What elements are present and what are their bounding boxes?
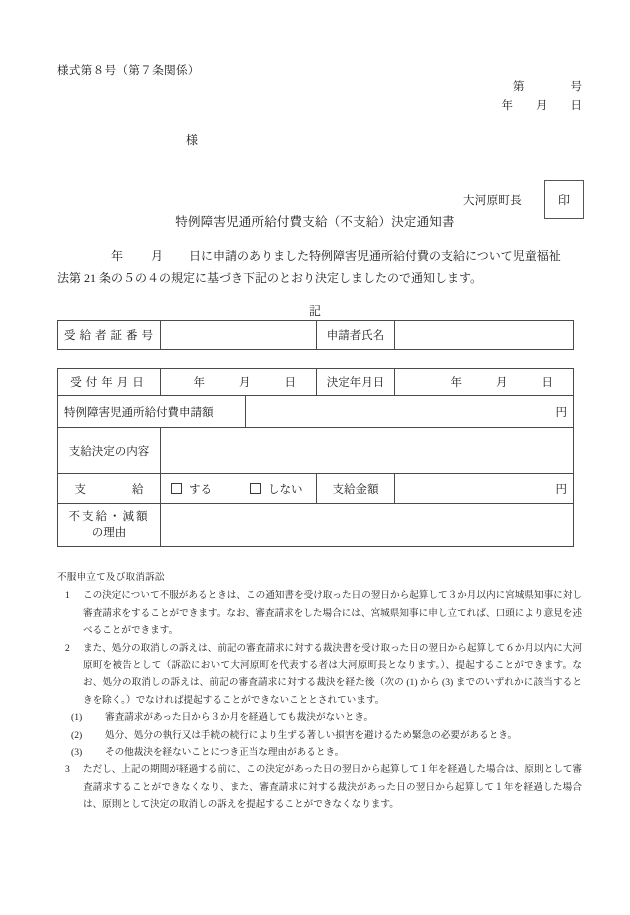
decision-month: 月 xyxy=(496,377,508,389)
document-title: 特例障害児通所給付費支給（不支給）決定通知書 xyxy=(175,215,455,229)
intro-month: 月 xyxy=(151,249,164,263)
received-month: 月 xyxy=(239,377,251,389)
note-subitem-1 xyxy=(71,709,582,726)
payment-yes-label: する xyxy=(189,483,212,496)
recipient-number-label: 受給者証番号 xyxy=(58,321,161,350)
table-row-decision-content xyxy=(58,428,574,474)
decision-content-input[interactable] xyxy=(161,428,574,474)
payment-label: 支 給 xyxy=(58,474,161,504)
notes-section xyxy=(57,569,582,814)
note-text: また、処分の取消しの訴えは、前記の審査請求に対する裁決書を受け取った日の翌日から起算して６か月以内に大河原町を被告として（訴訟において大河原町を代表する者は大河原町長となります。）、提起することができます。なお、処分の取消しの訴えは、前記の審査請求に対する裁決を経た後（次の (1) から (3) までのいずれかに該当するときを除く。）でなければ提起することができないこととされています。 xyxy=(83,642,582,706)
reason-label xyxy=(58,504,161,547)
subitem-text: 処分、処分の執行又は手続の続行により生ずる著しい損害を避けるため緊急の必要があるとき。 xyxy=(105,729,518,741)
note-number: 1 xyxy=(65,590,70,602)
checkbox-icon[interactable] xyxy=(171,483,182,494)
payment-amount-unit: 円 xyxy=(555,483,567,496)
table-row-dates xyxy=(58,369,574,396)
intro-line2: 法第 21 条の５の４の規定に基づき下記のとおり決定しましたので通知します。 xyxy=(57,271,483,285)
reason-input[interactable] xyxy=(161,504,574,547)
intro-year: 年 xyxy=(111,249,124,263)
checkbox-icon[interactable] xyxy=(250,483,261,494)
received-date-label: 受付年月日 xyxy=(58,369,161,396)
recipient-number-table xyxy=(57,320,574,350)
received-year: 年 xyxy=(193,377,205,389)
decision-day: 日 xyxy=(541,377,553,389)
subitem-text: その他裁決を経ないことにつき正当な理由があるとき。 xyxy=(105,747,345,759)
decision-date-label: 決定年月日 xyxy=(317,369,395,396)
payment-amount-input[interactable] xyxy=(395,474,574,504)
payment-no-label: しない xyxy=(268,483,303,496)
note-item-1 xyxy=(57,587,582,639)
payment-no-option[interactable] xyxy=(250,481,303,497)
note-number: 2 xyxy=(65,642,70,654)
subitem-number: (1) xyxy=(71,712,83,724)
table-row-payment xyxy=(58,474,574,504)
table-row-reason xyxy=(58,504,574,547)
payment-amount-label: 支給金額 xyxy=(317,474,395,504)
reason-label-line2: の理由 xyxy=(91,527,127,539)
notes-title: 不服申立て及び取消訴訟 xyxy=(57,572,165,583)
ki-label: 記 xyxy=(308,304,321,318)
note-subitem-2 xyxy=(71,727,582,744)
document-number-block xyxy=(502,78,583,116)
decision-content-label: 支給決定の内容 xyxy=(58,428,161,474)
intro-day-rest: 日に申請のありました特例障害児通所給付費の支給について児童福祉 xyxy=(189,249,561,263)
intro-paragraph xyxy=(57,245,578,289)
note-number: 3 xyxy=(65,764,70,776)
applicant-name-label: 申請者氏名 xyxy=(317,321,395,350)
payment-yes-option[interactable] xyxy=(171,481,212,497)
received-day: 日 xyxy=(284,377,296,389)
decision-date-input[interactable] xyxy=(395,369,574,396)
claim-amount-unit: 円 xyxy=(555,406,567,419)
note-subitem-3 xyxy=(71,744,582,761)
reason-label-line1: 不支給・減額 xyxy=(68,511,150,523)
note-text: ただし、上記の期間が経過する前に、この決定があった日の翌日から起算して１年を経過した場合は、原則として審査請求することができなくなり、また、審査請求に対する裁決があった日の翌日から起算して１年を経過した場合は、原則として決定の取消しの訴えを提起することができなくなります。 xyxy=(83,764,582,811)
table-row xyxy=(58,321,574,350)
subitem-number: (2) xyxy=(71,729,83,741)
claim-amount-input[interactable] xyxy=(246,396,574,428)
issuer-name: 大河原町長 xyxy=(463,194,522,207)
seal-stamp-box: 印 xyxy=(544,180,584,219)
subitem-text: 審査請求があった日から３か月を経過しても裁決がないとき。 xyxy=(105,712,374,724)
table-row-claim-amount xyxy=(58,396,574,428)
note-item-3 xyxy=(57,761,582,813)
decision-table xyxy=(57,368,574,547)
addressee-suffix: 様 xyxy=(186,133,199,147)
claim-amount-label: 特例障害児通所給付費申請額 xyxy=(58,396,246,428)
note-text: この決定について不服があるときは、この通知書を受け取った日の翌日から起算して３か月以内に宮城県知事に対し審査請求をすることができます。なお、審査請求をした場合には、宮城県知事に申し立てれば、口頭により意見を述べることができます。 xyxy=(83,590,582,637)
subitem-number: (3) xyxy=(71,747,83,759)
recipient-number-input[interactable] xyxy=(161,321,317,350)
document-number-line: 第 号 xyxy=(513,81,582,93)
applicant-name-input[interactable] xyxy=(395,321,574,350)
decision-year: 年 xyxy=(450,377,462,389)
note-item-2 xyxy=(57,640,582,710)
received-date-input[interactable] xyxy=(161,369,317,396)
payment-options[interactable] xyxy=(161,474,317,504)
form-number: 様式第８号（第７条関係） xyxy=(57,65,200,77)
document-date-line: 年 月 日 xyxy=(501,100,582,112)
